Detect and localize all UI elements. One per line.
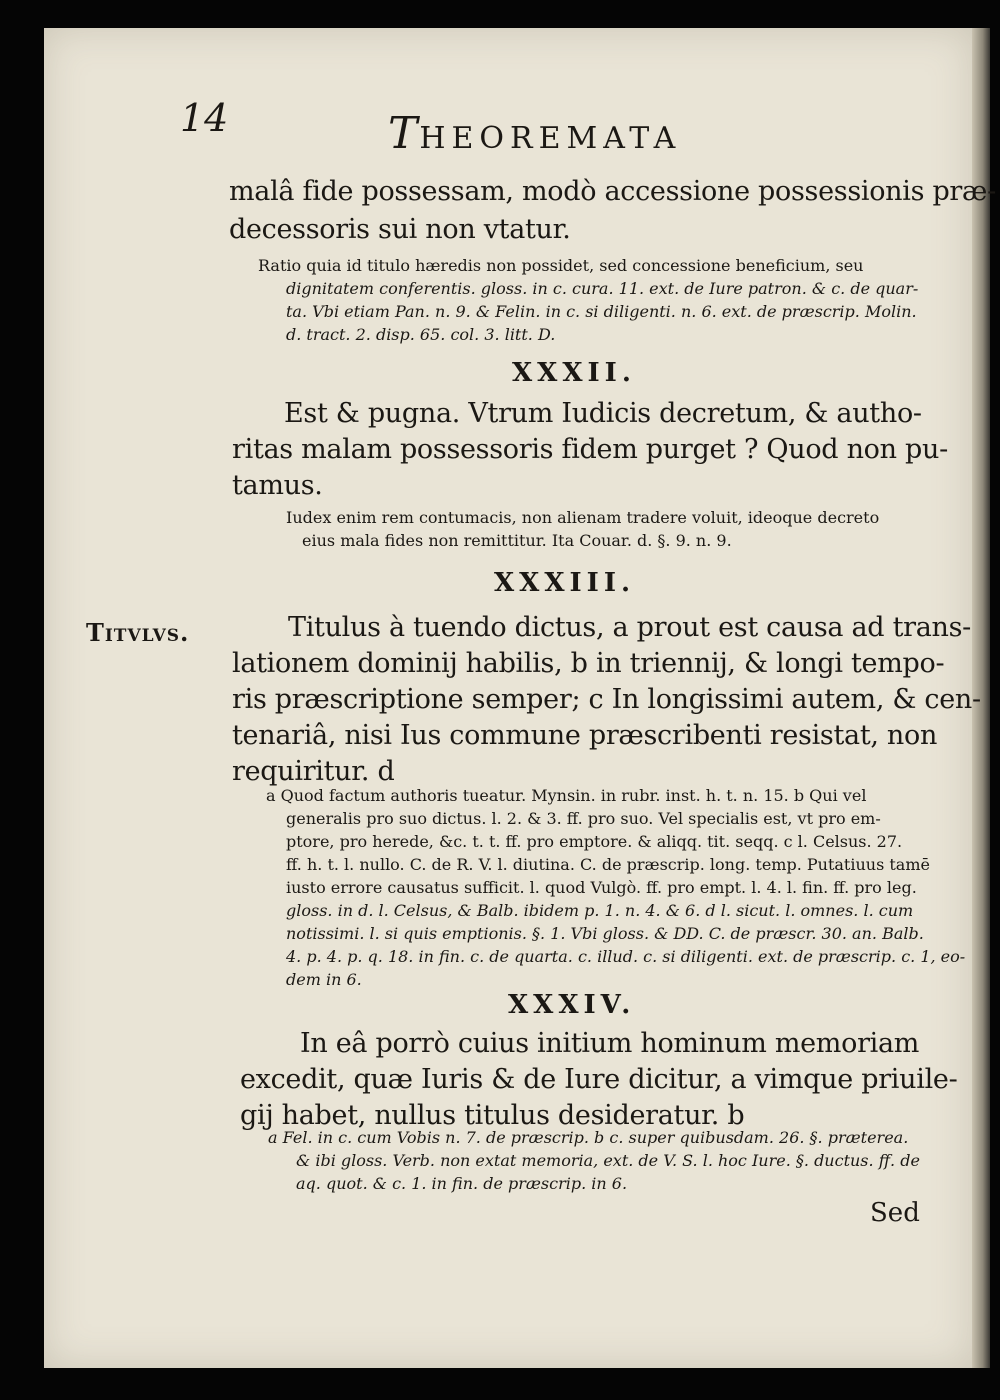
text-line: requiritur. d: [232, 756, 395, 787]
catchword: Sed: [870, 1198, 920, 1228]
text-line: Est & pugna. Vtrum Iudicis decretum, & autho-: [284, 398, 922, 429]
text-line: In eâ porrò cuius initium hominum memoriam: [300, 1028, 920, 1059]
note-line: 4. p. 4. p. q. 18. in fin. c. de quarta. c. illud. c. si diligenti. ext. de præscrip. c. 1, eo-: [286, 947, 966, 966]
note-line: ff. h. t. l. nullo. C. de R. V. l. diutina. C. de præscrip. long. temp. Putatiuus tamē: [286, 855, 930, 874]
running-title-rest: HEOREMATA: [419, 121, 682, 156]
text-line: decessoris sui non vtatur.: [229, 214, 571, 245]
text-line: ritas malam possessoris fidem purget ? Quod non pu-: [232, 434, 948, 465]
section-numeral: XXXIV.: [508, 990, 636, 1020]
text-line: tenariâ, nisi Ius commune præscribenti resistat, non: [232, 720, 938, 751]
margin-label: Titvlvs.: [86, 618, 190, 647]
note-line: dem in 6.: [286, 970, 362, 989]
note-line: Iudex enim rem contumacis, non alienam tradere voluit, ideoque decreto: [286, 508, 880, 527]
text-line: ris præscriptione semper; c In longissimi autem, & cen-: [232, 684, 981, 715]
text-line: tamus.: [232, 470, 323, 501]
note-line: ptore, pro herede, &c. t. t. ff. pro emptore. & aliqq. tit. seqq. c l. Celsus. 27.: [286, 832, 903, 851]
note-line: generalis pro suo dictus. l. 2. & 3. ff. pro suo. Vel specialis est, vt pro em-: [286, 809, 881, 828]
note-line: notissimi. l. si quis emptionis. §. 1. Vbi gloss. & DD. C. de præscr. 30. an. Balb.: [286, 924, 924, 943]
page-number: 14: [180, 96, 229, 140]
text-line: lationem dominij habilis, b in triennij, & longi tempo-: [232, 648, 945, 679]
note-line: ta. Vbi etiam Pan. n. 9. & Felin. in c. si diligenti. n. 6. ext. de præscrip. Molin.: [286, 302, 917, 321]
text-line: Titulus à tuendo dictus, a prout est causa ad trans-: [288, 612, 971, 643]
note-line: & ibi gloss. Verb. non extat memoria, ext. de V. S. l. hoc Iure. §. ductus. ff. de: [296, 1151, 920, 1170]
running-title: THEOREMATA: [388, 108, 682, 159]
note-line: Ratio quia id titulo hæredis non possidet, sed concessione beneficium, seu: [258, 256, 864, 275]
note-line: iusto errore causatus sufficit. l. quod Vulgò. ff. pro empt. l. 4. l. fin. ff. pro leg.: [286, 878, 917, 897]
note-line: eius mala fides non remittitur. Ita Couar. d. §. 9. n. 9.: [302, 531, 732, 550]
section-numeral: XXXIII.: [494, 568, 636, 598]
text-line: excedit, quæ Iuris & de Iure dicitur, a vimque priuile-: [240, 1064, 958, 1095]
note-line: gloss. in d. l. Celsus, & Balb. ibidem p. 1. n. 4. & 6. d l. sicut. l. omnes. l. cum: [286, 901, 914, 920]
note-line: aq. quot. & c. 1. in fin. de præscrip. in 6.: [296, 1174, 628, 1193]
text-line: gij habet, nullus titulus desideratur. b: [240, 1100, 745, 1131]
note-line: dignitatem conferentis. gloss. in c. cura. 11. ext. de Iure patron. & c. de quar-: [286, 279, 919, 298]
note-line: d. tract. 2. disp. 65. col. 3. litt. D.: [286, 325, 556, 344]
note-line: a Quod factum authoris tueatur. Mynsin. in rubr. inst. h. t. n. 15. b Qui vel: [266, 786, 867, 805]
section-numeral: XXXII.: [512, 358, 636, 388]
note-line: a Fel. in c. cum Vobis n. 7. de præscrip. b c. super quibusdam. 26. §. præterea.: [268, 1128, 909, 1147]
text-line: malâ fide possessam, modò accessione possessionis præ-: [229, 176, 996, 207]
